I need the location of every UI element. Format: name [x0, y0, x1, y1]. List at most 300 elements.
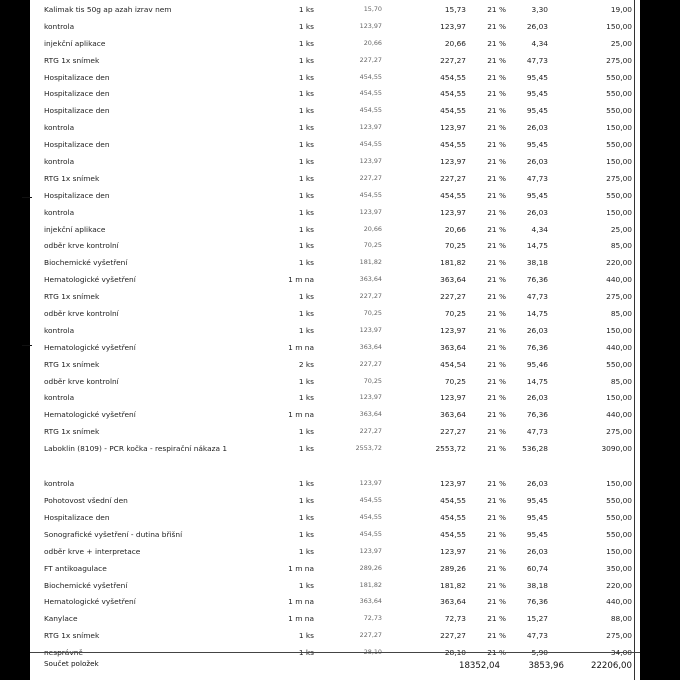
item-name: kontrola	[44, 325, 75, 335]
item-qty: 1 ks	[298, 292, 314, 302]
item-base: 454,55	[440, 496, 466, 506]
item-qty: 1 ks	[298, 580, 314, 590]
item-vat: 26,03	[526, 325, 548, 335]
item-qty: 1 ks	[298, 140, 314, 150]
item-unit-price: 363,64	[359, 597, 382, 606]
summary-label: Součet položek	[44, 659, 99, 668]
item-unit-price: 363,64	[359, 410, 382, 419]
item-vat-rate: 21 %	[487, 190, 506, 200]
item-unit-price: 123,97	[359, 207, 382, 216]
item-total: 440,00	[606, 275, 632, 285]
item-vat-rate: 21 %	[487, 479, 506, 489]
item-base: 363,64	[440, 275, 466, 285]
item-name: injekční aplikace	[44, 224, 106, 234]
item-total: 25,00	[610, 38, 632, 48]
item-total: 150,00	[606, 479, 632, 489]
table-row	[30, 508, 640, 525]
item-qty: 1 ks	[298, 546, 314, 556]
item-base: 123,97	[440, 325, 466, 335]
item-unit-price: 123,97	[359, 546, 382, 555]
item-vat: 95,46	[526, 359, 548, 369]
item-total: 350,00	[606, 563, 632, 573]
item-total: 440,00	[606, 410, 632, 420]
item-total: 550,00	[606, 496, 632, 506]
item-name: Sonografické vyšetření - dutina břišní	[44, 529, 183, 539]
table-row	[30, 17, 640, 34]
item-name: Biochemické vyšetření	[44, 258, 128, 268]
table-row	[30, 338, 640, 355]
item-base: 454,55	[440, 72, 466, 82]
item-name: Hospitalizace den	[44, 106, 110, 116]
item-unit-price: 454,55	[359, 140, 382, 149]
item-qty: 1 ks	[298, 496, 314, 506]
item-name: RTG 1x snímek	[44, 359, 100, 369]
item-base: 15,73	[444, 5, 466, 14]
item-name: Hematologické vyšetření	[44, 275, 136, 285]
item-name: Hospitalizace den	[44, 72, 110, 82]
item-vat-rate: 21 %	[487, 292, 506, 302]
item-total: 150,00	[606, 393, 632, 403]
item-vat: 95,45	[526, 140, 548, 150]
item-unit-price: 227,27	[359, 631, 382, 640]
item-total: 550,00	[606, 106, 632, 116]
item-qty: 1 ks	[298, 241, 314, 251]
item-total: 550,00	[606, 89, 632, 99]
item-vat: 95,45	[526, 529, 548, 539]
item-vat: 4,34	[531, 38, 548, 48]
item-base: 123,97	[440, 207, 466, 217]
table-row	[30, 491, 640, 508]
item-qty: 1 ks	[298, 444, 314, 454]
item-vat: 14,75	[526, 376, 548, 386]
item-name: injekční aplikace	[44, 38, 106, 48]
item-total: 25,00	[610, 224, 632, 234]
table-row	[30, 439, 640, 474]
item-vat: 60,74	[526, 563, 548, 573]
item-vat: 95,45	[526, 190, 548, 200]
table-row	[30, 388, 640, 405]
item-vat-rate: 21 %	[487, 38, 506, 48]
item-vat: 47,73	[526, 427, 548, 437]
table-row	[30, 405, 640, 422]
table-row	[30, 0, 640, 17]
item-vat-rate: 21 %	[487, 546, 506, 556]
item-name: Hematologické vyšetření	[44, 410, 136, 420]
item-unit-price: 181,82	[359, 580, 382, 589]
table-row	[30, 626, 640, 643]
item-base: 70,25	[444, 376, 466, 386]
item-vat-rate: 21 %	[487, 157, 506, 167]
table-row	[30, 253, 640, 270]
table-row	[30, 135, 640, 152]
item-vat: 38,18	[526, 258, 548, 268]
item-total: 150,00	[606, 325, 632, 335]
item-base: 227,27	[440, 427, 466, 437]
item-vat: 26,03	[526, 546, 548, 556]
item-total: 19,00	[610, 5, 632, 14]
item-total: 275,00	[606, 55, 632, 65]
item-name: kontrola	[44, 157, 75, 167]
item-name: FT antikoagulace	[44, 563, 107, 573]
item-name: Hematologické vyšetření	[44, 342, 136, 352]
item-vat: 536,28	[522, 444, 548, 454]
item-name: Hospitalizace den	[44, 190, 110, 200]
item-qty: 1 ks	[298, 258, 314, 268]
item-qty: 1 ks	[298, 376, 314, 386]
item-unit-price: 72,73	[363, 614, 382, 623]
item-qty: 1 ks	[298, 479, 314, 489]
item-base: 289,26	[440, 563, 466, 573]
item-total: 150,00	[606, 546, 632, 556]
item-name: kontrola	[44, 123, 75, 133]
item-vat: 47,73	[526, 292, 548, 302]
item-name: kontrola	[44, 21, 75, 31]
item-total: 550,00	[606, 72, 632, 82]
item-qty: 1 m na	[288, 563, 314, 573]
item-base: 454,55	[440, 190, 466, 200]
item-vat: 95,45	[526, 512, 548, 522]
item-vat-rate: 21 %	[487, 496, 506, 506]
item-base: 454,55	[440, 512, 466, 522]
item-unit-price: 454,55	[359, 496, 382, 505]
item-base: 454,55	[440, 140, 466, 150]
item-vat-rate: 21 %	[487, 5, 506, 14]
item-base: 123,97	[440, 479, 466, 489]
item-name: RTG 1x snímek	[44, 55, 100, 65]
item-qty: 2 ks	[298, 359, 314, 369]
table-row	[30, 474, 640, 491]
item-base: 227,27	[440, 631, 466, 641]
item-vat: 47,73	[526, 55, 548, 65]
item-vat-rate: 21 %	[487, 529, 506, 539]
item-total: 550,00	[606, 512, 632, 522]
item-total: 440,00	[606, 342, 632, 352]
item-name: Hematologické vyšetření	[44, 597, 136, 607]
item-unit-price: 20,66	[363, 224, 382, 233]
item-total: 275,00	[606, 173, 632, 183]
item-unit-price: 123,97	[359, 157, 382, 166]
item-name: odběr krve kontrolní	[44, 376, 119, 386]
item-base: 20,66	[444, 224, 466, 234]
item-base: 70,25	[444, 309, 466, 319]
item-total: 275,00	[606, 631, 632, 641]
item-total: 34,00	[610, 648, 632, 658]
item-vat: 26,03	[526, 123, 548, 133]
item-base: 454,55	[440, 89, 466, 99]
item-vat-rate: 21 %	[487, 410, 506, 420]
item-unit-price: 363,64	[359, 342, 382, 351]
item-vat-rate: 21 %	[487, 427, 506, 437]
item-vat-rate: 21 %	[487, 325, 506, 335]
table-row	[30, 152, 640, 169]
item-qty: 1 ks	[298, 106, 314, 116]
item-vat-rate: 21 %	[487, 580, 506, 590]
table-row	[30, 270, 640, 287]
item-name: Kanylace	[44, 614, 78, 624]
item-unit-price: 181,82	[359, 258, 382, 267]
item-qty: 1 ks	[298, 648, 314, 658]
item-total: 220,00	[606, 258, 632, 268]
item-qty: 1 ks	[298, 207, 314, 217]
table-row	[30, 220, 640, 237]
item-vat: 26,03	[526, 21, 548, 31]
item-name: Laboklin (8109) - PCR kočka - respirační nákaza 1	[44, 444, 228, 454]
item-qty: 1 ks	[298, 224, 314, 234]
item-base: 2553,72	[435, 444, 466, 454]
table-row	[30, 576, 640, 593]
table-row	[30, 118, 640, 135]
table-row	[30, 525, 640, 542]
item-name: odběr krve kontrolní	[44, 309, 119, 319]
item-vat-rate: 21 %	[487, 597, 506, 607]
item-vat-rate: 21 %	[487, 55, 506, 65]
item-total: 220,00	[606, 580, 632, 590]
item-vat-rate: 21 %	[487, 72, 506, 82]
margin-mark	[22, 345, 32, 346]
table-row	[30, 101, 640, 118]
item-unit-price: 70,25	[363, 376, 382, 385]
item-vat: 26,03	[526, 207, 548, 217]
item-qty: 1 ks	[298, 512, 314, 522]
item-base: 181,82	[440, 580, 466, 590]
item-name: Kalimak tis 50g ap azah izrav nem	[44, 5, 172, 14]
item-total: 3090,00	[601, 444, 632, 454]
item-vat-rate: 21 %	[487, 241, 506, 251]
item-unit-price: 123,97	[359, 479, 382, 488]
item-name: odběr krve + interpretace	[44, 546, 141, 556]
item-qty: 1 ks	[298, 157, 314, 167]
item-name: Biochemické vyšetření	[44, 580, 128, 590]
item-base: 363,64	[440, 342, 466, 352]
item-base: 123,97	[440, 546, 466, 556]
item-base: 227,27	[440, 55, 466, 65]
item-qty: 1 ks	[298, 38, 314, 48]
item-qty: 1 m na	[288, 597, 314, 607]
item-qty: 1 m na	[288, 342, 314, 352]
item-total: 85,00	[610, 241, 632, 251]
item-vat: 76,36	[526, 275, 548, 285]
item-unit-price: 2553,72	[355, 444, 382, 453]
item-vat-rate: 21 %	[487, 275, 506, 285]
item-vat: 38,18	[526, 580, 548, 590]
item-unit-price: 123,97	[359, 123, 382, 132]
item-unit-price: 454,55	[359, 106, 382, 115]
table-row	[30, 355, 640, 372]
table-row	[30, 592, 640, 609]
item-qty: 1 ks	[298, 529, 314, 539]
item-vat-rate: 21 %	[487, 342, 506, 352]
item-total: 550,00	[606, 190, 632, 200]
item-unit-price: 363,64	[359, 275, 382, 284]
item-qty: 1 ks	[298, 325, 314, 335]
item-total: 85,00	[610, 376, 632, 386]
item-name: Hospitalizace den	[44, 140, 110, 150]
item-vat: 47,73	[526, 173, 548, 183]
item-total: 85,00	[610, 309, 632, 319]
table-row	[30, 542, 640, 559]
item-vat: 3,30	[531, 5, 548, 14]
summary-total: 22206,00	[590, 661, 632, 671]
item-unit-price: 20,66	[363, 38, 382, 47]
item-base: 123,97	[440, 21, 466, 31]
item-vat-rate: 21 %	[487, 359, 506, 369]
item-base: 123,97	[440, 123, 466, 133]
item-total: 150,00	[606, 21, 632, 31]
item-qty: 1 ks	[298, 631, 314, 641]
item-unit-price: 454,55	[359, 72, 382, 81]
item-unit-price: 227,27	[359, 427, 382, 436]
invoice-items-table	[30, 0, 640, 660]
item-total: 88,00	[610, 614, 632, 624]
item-unit-price: 227,27	[359, 359, 382, 368]
item-base: 454,55	[440, 529, 466, 539]
item-base: 72,73	[444, 614, 466, 624]
table-row	[30, 34, 640, 51]
table-row	[30, 372, 640, 389]
item-vat-rate: 21 %	[487, 512, 506, 522]
item-vat: 14,75	[526, 309, 548, 319]
item-qty: 1 ks	[298, 123, 314, 133]
item-qty: 1 ks	[298, 72, 314, 82]
item-unit-price: 227,27	[359, 173, 382, 182]
item-vat-rate: 21 %	[487, 173, 506, 183]
table-row	[30, 287, 640, 304]
item-total: 550,00	[606, 140, 632, 150]
item-unit-price: 289,26	[359, 563, 382, 572]
item-vat-rate: 21 %	[487, 393, 506, 403]
item-vat-rate: 21 %	[487, 563, 506, 573]
item-vat: 95,45	[526, 72, 548, 82]
item-total: 550,00	[606, 359, 632, 369]
item-vat-rate: 21 %	[487, 376, 506, 386]
item-vat-rate: 21 %	[487, 309, 506, 319]
item-qty: 1 m na	[288, 410, 314, 420]
summary-tax: 3853,96	[528, 661, 564, 671]
item-base: 454,54	[440, 359, 466, 369]
table-row	[30, 304, 640, 321]
item-name: RTG 1x snímek	[44, 292, 100, 302]
item-unit-price: 123,97	[359, 21, 382, 30]
item-qty: 1 ks	[298, 5, 314, 14]
item-base: 181,82	[440, 258, 466, 268]
item-unit-price: 454,55	[359, 190, 382, 199]
item-name: kontrola	[44, 207, 75, 217]
table-row	[30, 422, 640, 439]
table-row	[30, 186, 640, 203]
item-base: 363,64	[440, 597, 466, 607]
item-vat: 47,73	[526, 631, 548, 641]
table-row	[30, 68, 640, 85]
item-qty: 1 ks	[298, 89, 314, 99]
item-base: 28,10	[444, 648, 466, 658]
item-name: Hospitalizace den	[44, 89, 110, 99]
item-qty: 1 m na	[288, 614, 314, 624]
item-vat: 95,45	[526, 496, 548, 506]
item-qty: 1 ks	[298, 190, 314, 200]
item-vat: 26,03	[526, 479, 548, 489]
item-qty: 1 ks	[298, 309, 314, 319]
item-vat-rate: 21 %	[487, 631, 506, 641]
item-qty: 1 ks	[298, 427, 314, 437]
item-vat-rate: 21 %	[487, 614, 506, 624]
item-vat: 95,45	[526, 106, 548, 116]
item-qty: 1 ks	[298, 21, 314, 31]
invoice-summary	[30, 652, 640, 680]
item-vat: 76,36	[526, 410, 548, 420]
item-total: 150,00	[606, 123, 632, 133]
item-vat: 76,36	[526, 342, 548, 352]
item-name: RTG 1x snímek	[44, 427, 100, 437]
item-qty: 1 ks	[298, 173, 314, 183]
item-base: 123,97	[440, 393, 466, 403]
item-name: kontrola	[44, 393, 75, 403]
item-name: kontrola	[44, 479, 75, 489]
item-base: 20,66	[444, 38, 466, 48]
item-base: 70,25	[444, 241, 466, 251]
summary-base: 18352,04	[458, 661, 500, 671]
item-base: 227,27	[440, 173, 466, 183]
item-base: 363,64	[440, 410, 466, 420]
item-unit-price: 123,97	[359, 325, 382, 334]
table-row	[30, 169, 640, 186]
item-unit-price: 15,70	[363, 5, 382, 13]
item-name: RTG 1x snímek	[44, 631, 100, 641]
table-row	[30, 84, 640, 101]
item-total: 550,00	[606, 529, 632, 539]
item-unit-price: 70,25	[363, 309, 382, 318]
margin-mark	[22, 197, 32, 198]
item-qty: 1 ks	[298, 393, 314, 403]
item-vat: 26,03	[526, 393, 548, 403]
item-qty: 1 ks	[298, 55, 314, 65]
item-unit-price: 227,27	[359, 55, 382, 64]
item-vat: 95,45	[526, 89, 548, 99]
item-vat-rate: 21 %	[487, 444, 506, 454]
item-base: 454,55	[440, 106, 466, 116]
item-total: 275,00	[606, 427, 632, 437]
item-vat-rate: 21 %	[487, 258, 506, 268]
item-vat-rate: 21 %	[487, 648, 506, 658]
table-row	[30, 51, 640, 68]
item-vat: 4,34	[531, 224, 548, 234]
item-vat-rate: 21 %	[487, 106, 506, 116]
item-name: Pohotovost všední den	[44, 496, 128, 506]
item-name: odběr krve kontrolní	[44, 241, 119, 251]
item-qty: 1 m na	[288, 275, 314, 285]
item-vat: 5,90	[531, 648, 548, 658]
item-vat-rate: 21 %	[487, 21, 506, 31]
item-name: Hospitalizace den	[44, 512, 110, 522]
table-row	[30, 559, 640, 576]
item-unit-price: 70,25	[363, 241, 382, 250]
item-vat: 15,27	[526, 614, 548, 624]
item-unit-price: 227,27	[359, 292, 382, 301]
item-unit-price: 28,10	[363, 648, 382, 657]
table-row	[30, 236, 640, 253]
item-unit-price: 454,55	[359, 512, 382, 521]
item-vat: 26,03	[526, 157, 548, 167]
item-vat-rate: 21 %	[487, 89, 506, 99]
item-total: 150,00	[606, 157, 632, 167]
item-name: nesprávně	[44, 648, 83, 658]
item-base: 123,97	[440, 157, 466, 167]
item-unit-price: 454,55	[359, 89, 382, 98]
item-unit-price: 123,97	[359, 393, 382, 402]
item-vat-rate: 21 %	[487, 140, 506, 150]
item-name: RTG 1x snímek	[44, 173, 100, 183]
item-vat: 14,75	[526, 241, 548, 251]
item-total: 440,00	[606, 597, 632, 607]
